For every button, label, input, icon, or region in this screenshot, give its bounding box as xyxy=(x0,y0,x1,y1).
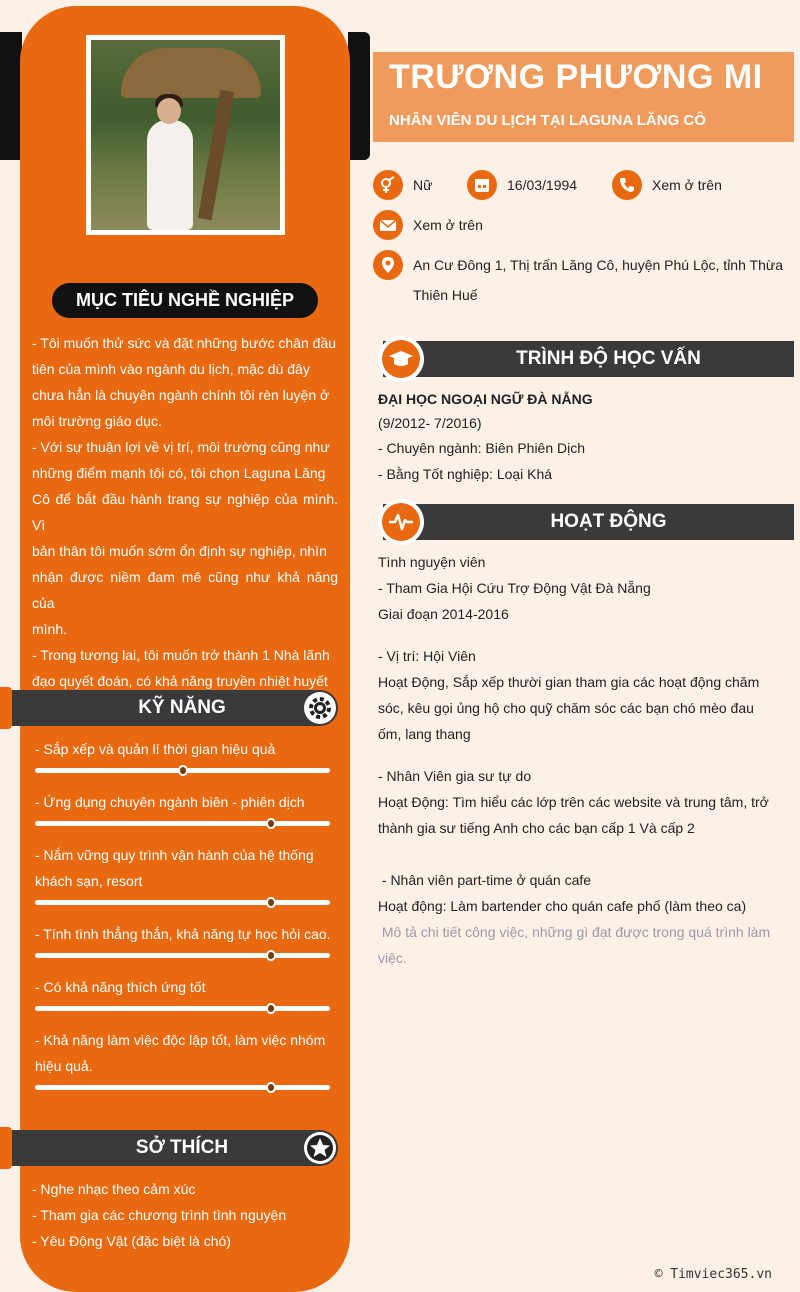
name-header xyxy=(373,52,794,142)
hobbies-header xyxy=(12,1130,338,1166)
location-icon xyxy=(373,250,403,280)
skill-item: - Tính tình thẳng thắn, khả năng tự học hỏi cao. xyxy=(35,926,331,942)
education-title: TRÌNH ĐỘ HỌC VẤN xyxy=(516,348,701,369)
activity-line: Hoạt Động, Sắp xếp thười gian tham gia các hoạt động chăm xyxy=(378,674,760,690)
school-period: (9/2012- 7/2016) xyxy=(378,415,482,431)
decor-tab-right xyxy=(348,32,370,160)
school-name: ĐẠI HỌC NGOẠI NGỮ ĐÀ NẴNG xyxy=(378,391,593,407)
hobbies-title: SỞ THÍCH xyxy=(135,1137,229,1158)
skill-level-knob xyxy=(266,1003,276,1014)
phone-icon xyxy=(612,170,642,200)
objective-title: MỤC TIÊU NGHỀ NGHIỆP xyxy=(52,283,318,318)
skill-item: - Ứng dụng chuyên ngành biên - phiên dịch xyxy=(35,794,305,810)
skill-bar xyxy=(35,821,330,826)
activities-title: HOẠT ĐỘNG xyxy=(550,511,667,532)
profile-photo xyxy=(86,35,285,235)
email-icon xyxy=(373,210,403,240)
activity-line: - Nhân Viên gia sư tự do xyxy=(378,768,532,784)
skills-tab-decor xyxy=(0,687,12,729)
skill-item: - Sắp xếp và quản lí thời gian hiệu quả xyxy=(35,741,276,757)
activity-line: Giai đoạn 2014-2016 xyxy=(378,606,509,622)
objective-text: - Tôi muốn thử sức và đặt những bước chân đầu tiên của mình vào ngành du lịch, mặc dù đây chưa hẳn là chuyên ngành chính tôi rèn luyện ở môi trường giáo dục. - Với sự thuận lợi về vị trí, môi trường cũng như những điểm mạnh tôi có, tôi chọn Laguna Lăng Cô để bắt đầu hành trang sự nghiệp của mình. Vì bản thân tôi muốn sớm ổn định sự nghiệp, nhìn nhận được niềm đam mê cũng như khả năng của mình. - Trong tương lai, tôi muốn trở thành 1 Nhà lãnh đạo quyết đoán, có khả năng truyền nhiệt huyết xyxy=(32,335,338,689)
skill-bar xyxy=(35,1085,330,1090)
school-degree: - Bằng Tốt nghiệp: Loại Khá xyxy=(378,466,553,482)
activity-placeholder-line: việc. xyxy=(378,950,407,966)
activity-line: sóc, kêu gọi ủng hộ cho quỹ chăm sóc các bạn chó mèo đau xyxy=(378,700,754,716)
skill-level-knob xyxy=(178,765,188,776)
footer-credit: © Timviec365.vn xyxy=(654,1267,772,1282)
activity-placeholder-line: Mô tả chi tiết công việc, những gì đạt được trong quá trình làm xyxy=(378,924,771,940)
activity-line: - Vị trí: Hội Viên xyxy=(378,648,476,664)
skill-level-knob xyxy=(266,950,276,961)
school-major: - Chuyên ngành: Biên Phiên Dịch xyxy=(378,440,586,456)
activity-line: Hoạt động: Làm bartender cho quán cafe phố (làm theo ca) xyxy=(378,898,747,914)
address-value: An Cư Đông 1, Thị trấn Lăng Cô, huyện Phú Lộc, tỉnh Thừa Thiên Huế xyxy=(413,257,784,303)
gender-icon xyxy=(373,170,403,200)
skill-bar xyxy=(35,953,330,958)
hobby-item: - Tham gia các chương trình tình nguyện xyxy=(32,1207,287,1223)
phone-value: Xem ở trên xyxy=(652,177,722,193)
activity-line: - Tham Gia Hội Cứu Trợ Động Vật Đà Nẵng xyxy=(378,580,651,596)
skills-title: KỸ NĂNG xyxy=(138,697,226,718)
skill-item: - Có khả năng thích ứng tốt xyxy=(35,979,206,995)
email-value: Xem ở trên xyxy=(413,217,483,233)
photo-image xyxy=(91,40,280,230)
pulse-icon xyxy=(378,499,424,545)
skill-bar xyxy=(35,1006,330,1011)
gear-icon xyxy=(304,692,336,724)
job-title: NHÂN VIÊN DU LỊCH TẠI LAGUNA LĂNG CÔ xyxy=(389,112,706,129)
skill-item: - Khả năng làm việc độc lập tốt, làm việc nhóm hiệu quả. xyxy=(35,1032,326,1074)
skill-level-knob xyxy=(266,1082,276,1093)
education-header xyxy=(383,341,794,377)
activity-line: thành gia sư tiếng Anh cho các bạn cấp 1 Và cấp 2 xyxy=(378,820,695,836)
decor-tab-left xyxy=(0,32,22,160)
skill-bar xyxy=(35,768,330,773)
skill-level-knob xyxy=(266,818,276,829)
hobbies-tab-decor xyxy=(0,1127,12,1169)
skill-item: - Nắm vững quy trình vận hành của hệ thống khách sạn, resort xyxy=(35,847,314,889)
graduation-cap-icon xyxy=(378,336,424,382)
hobby-item: - Yêu Động Vật (đặc biệt là chó) xyxy=(32,1233,231,1249)
activity-line: - Nhân viên part-time ở quán cafe xyxy=(378,872,592,888)
hobby-item: - Nghe nhạc theo cảm xúc xyxy=(32,1181,196,1197)
birthdate-value: 16/03/1994 xyxy=(507,177,578,193)
skills-header xyxy=(12,690,338,726)
full-name: TRƯƠNG PHƯƠNG MI xyxy=(389,58,763,96)
activity-line: Tình nguyện viên xyxy=(378,554,486,570)
star-icon xyxy=(304,1132,336,1164)
gender-value: Nữ xyxy=(413,177,433,193)
calendar-icon xyxy=(467,170,497,200)
activity-line: Hoạt Động: Tìm hiểu các lớp trên các website và trung tâm, trở xyxy=(378,794,769,810)
activity-line: ốm, lang thang xyxy=(378,726,471,742)
skill-bar xyxy=(35,900,330,905)
skill-level-knob xyxy=(266,897,276,908)
activities-header xyxy=(383,504,794,540)
